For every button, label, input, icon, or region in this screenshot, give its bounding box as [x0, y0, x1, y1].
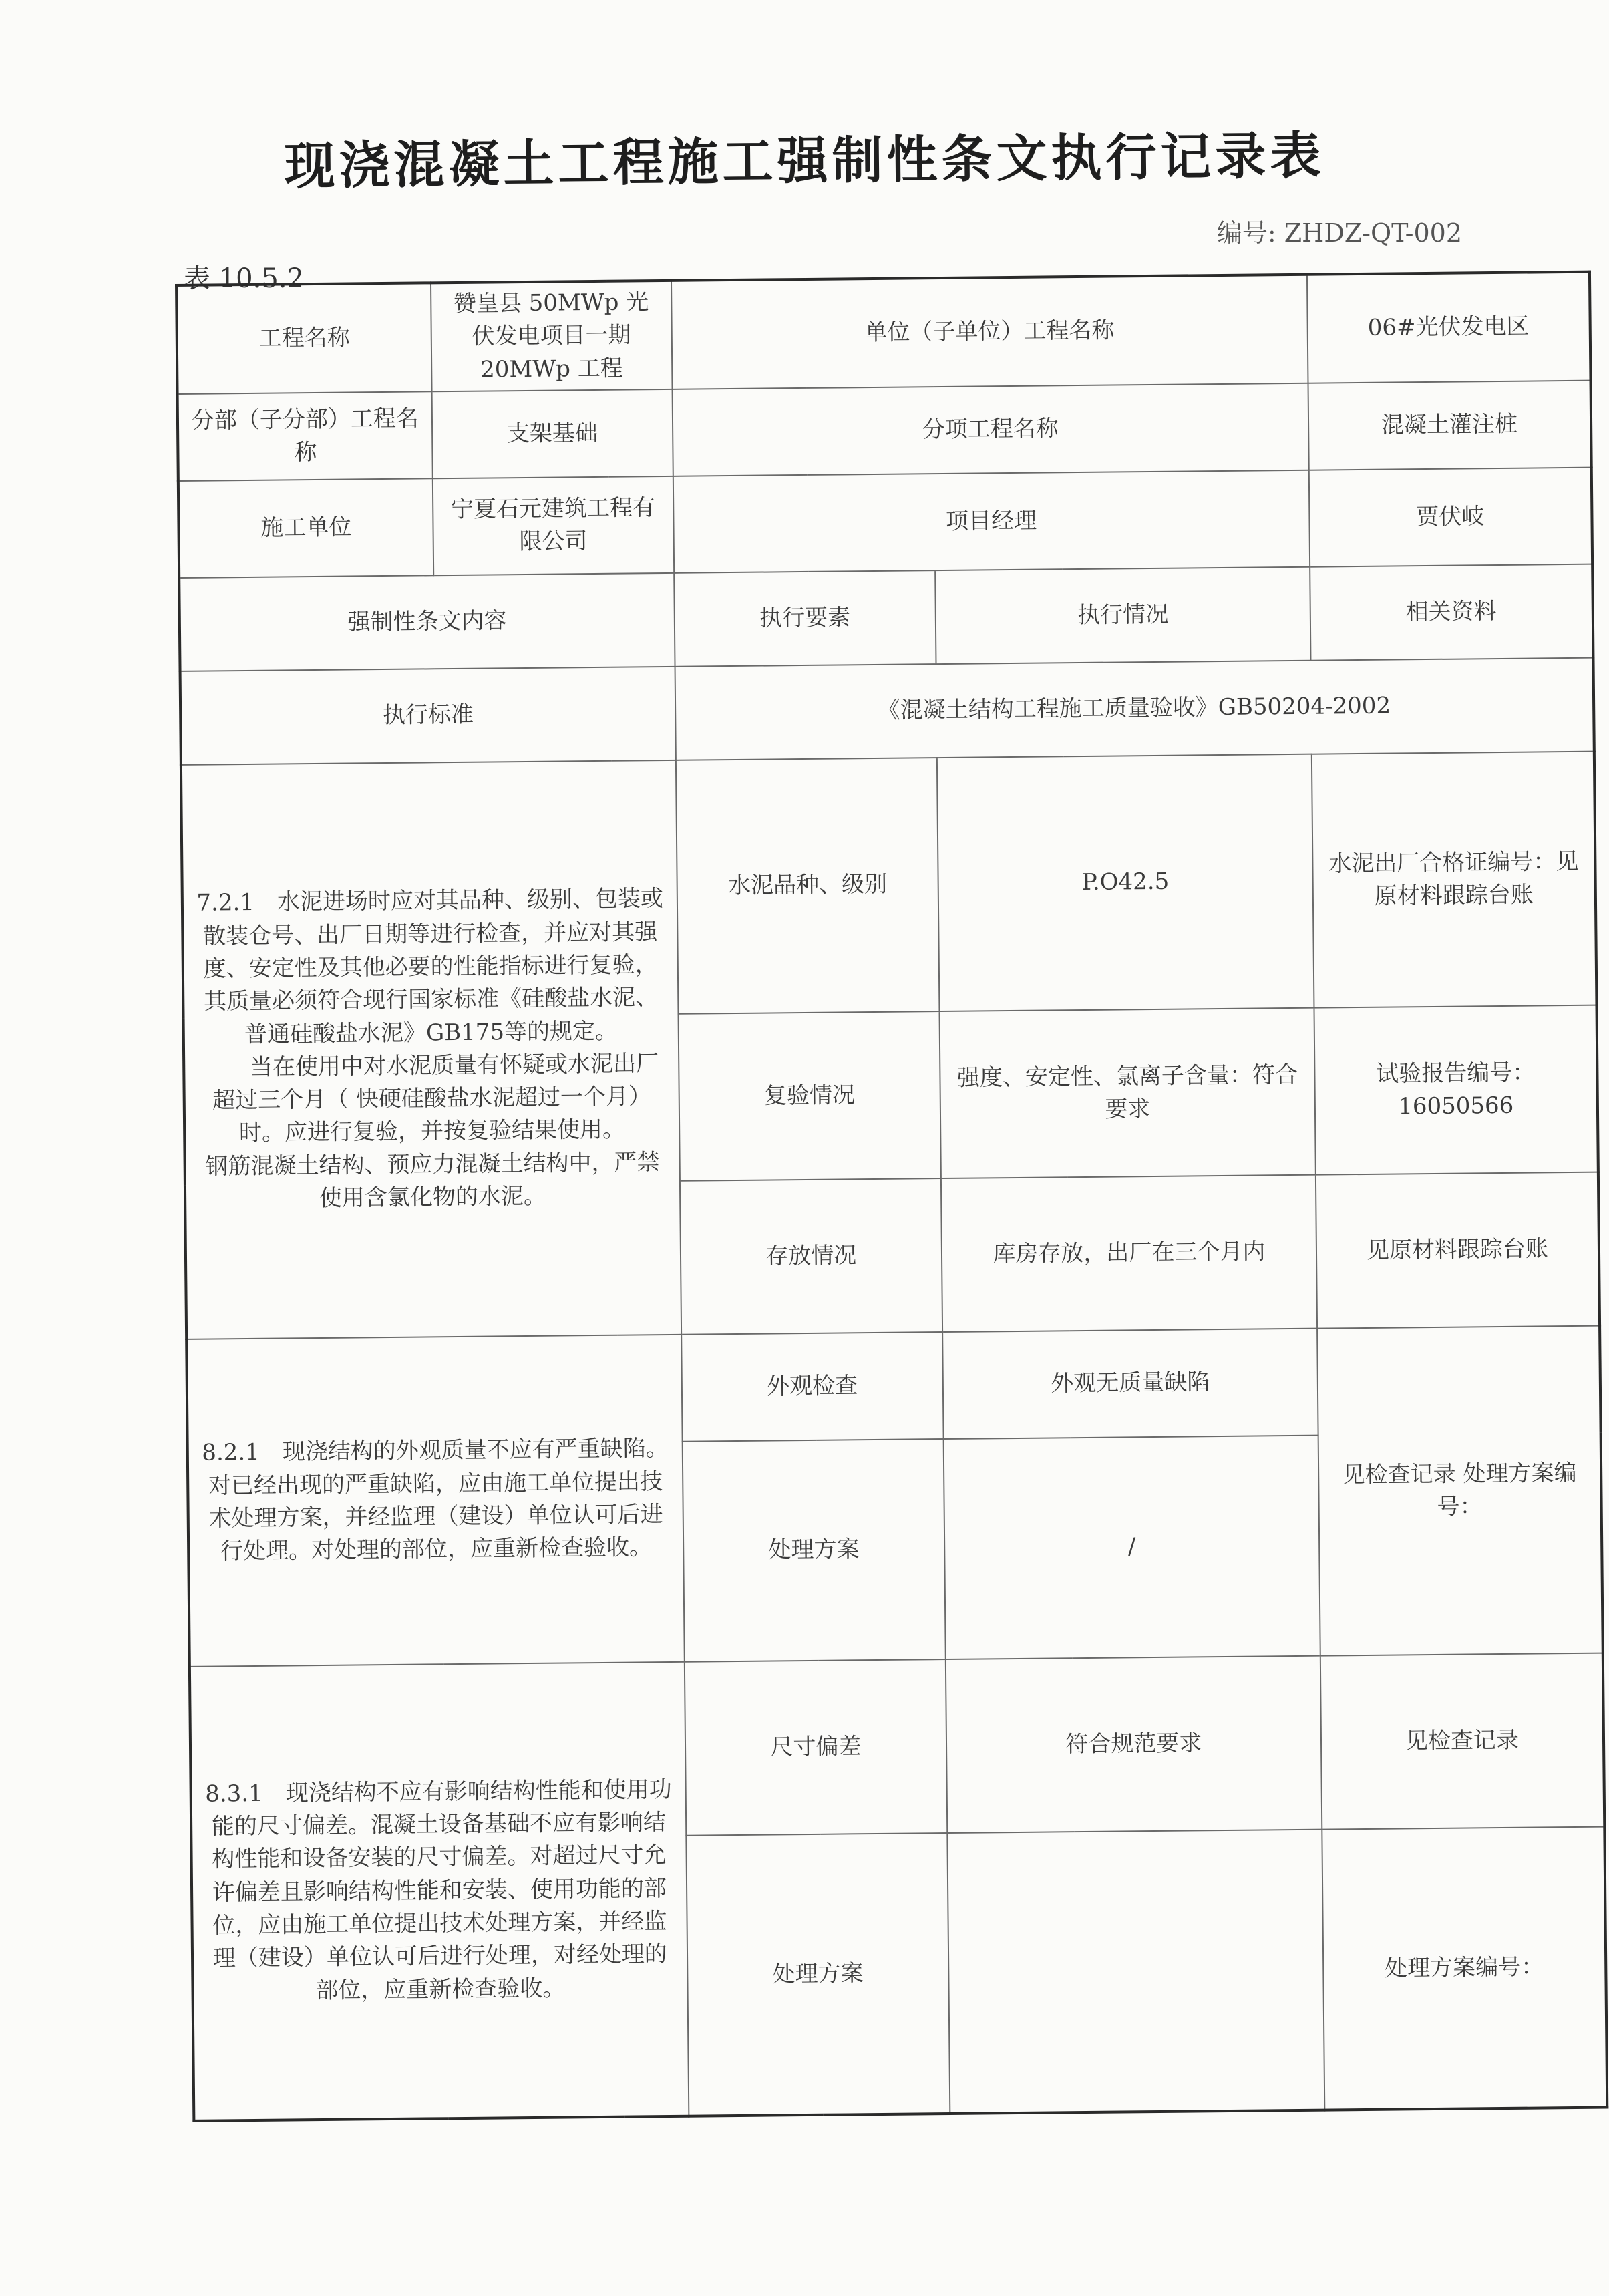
element-cell: 复验情况: [678, 1011, 941, 1181]
clause-paragraph: 8.2.1 现浇结构的外观质量不应有严重缺陷。对已经出现的严重缺陷，应由施工单位提出技术处理方案，并经监理（建设）单位认可后进行处理。对处理的部位，应重新检查验收。: [202, 1435, 669, 1565]
element-cell: 外观检查: [681, 1332, 944, 1442]
status-cell: P.O42.5: [937, 754, 1314, 1011]
project-name-label: 工程名称: [176, 283, 431, 394]
column-docs: 相关资料: [1310, 564, 1594, 661]
standard-row: [180, 658, 1594, 765]
item-value: 混凝土灌注桩: [1308, 381, 1591, 470]
project-name-value: 赞皇县 50MWp 光伏发电项目一期 20MWp 工程: [431, 281, 672, 391]
docs-cell: 试验报告编号：16050566: [1314, 1005, 1598, 1175]
element-cell: 尺寸偏差: [684, 1659, 947, 1836]
status-cell: 库房存放，出厂在三个月内: [941, 1175, 1317, 1332]
project-manager-value: 贾伏岐: [1309, 468, 1593, 567]
docs-cell: 水泥出厂合格证编号：见原材料跟踪台账: [1312, 752, 1597, 1008]
record-form: [175, 271, 1608, 2114]
clause-row: [181, 752, 1597, 1019]
docs-cell: 见检查记录: [1320, 1653, 1605, 1829]
clause-paragraph: 8.3.1 现浇结构不应有影响结构性能和使用功能的尺寸偏差。混凝土设备基础不应有影响结构性能和设备安装的尺寸偏差。对超过尺寸允许偏差且影响结构性能和安装、使用功能的部位，应由施工单位提出技术处理方案，并经监理（建设）单位认可后进行处理，对经处理的部位，应重新检查验收。: [205, 1776, 672, 2004]
clause-row: [190, 1653, 1604, 1840]
column-status: 执行情况: [935, 567, 1310, 664]
status-cell: 外观无质量缺陷: [942, 1329, 1318, 1439]
header-row-project: [176, 272, 1590, 394]
status-cell: /: [944, 1436, 1320, 1659]
form-code-number: 编号: ZHDZ-QT-002: [1216, 218, 1462, 248]
clause-8-2-1-text: [186, 1335, 684, 1667]
clause-7-2-1-text: [181, 760, 681, 1339]
element-cell: 存放情况: [680, 1178, 943, 1335]
contractor-label: 施工单位: [178, 478, 433, 578]
element-cell: 处理方案: [682, 1439, 946, 1662]
contractor-value: 宁夏石元建筑工程有限公司: [433, 476, 674, 575]
column-element: 执行要素: [674, 570, 936, 667]
clause-paragraph: 当在使用中对水泥质量有怀疑或水泥出厂超过三个月（ 快硬硅酸盐水泥超过一个月）时。应进行复验，并按复验结果使用。: [212, 1049, 659, 1147]
status-cell: 强度、安定性、氯离子含量：符合要求: [940, 1008, 1316, 1178]
form-title: 现浇混凝土工程施工强制性条文执行记录表: [284, 125, 1325, 196]
column-header-row: [179, 564, 1593, 671]
division-value: 支架基础: [431, 389, 673, 478]
status-cell: 符合规范要求: [946, 1656, 1322, 1833]
project-manager-label: 项目经理: [673, 470, 1310, 573]
clause-paragraph: 钢筋混凝土结构、预应力混凝土结构中，严禁使用含氯化物的水泥。: [205, 1148, 660, 1212]
unit-project-label: 单位（子单位）工程名称: [671, 275, 1308, 389]
table-number: 表 10.5.2: [184, 263, 304, 294]
standard-value: 《混凝土结构工程施工质量验收》GB50204-2002: [675, 658, 1594, 760]
element-cell: 处理方案: [686, 1833, 950, 2116]
item-label: 分项工程名称: [672, 383, 1308, 476]
docs-cell: 见原材料跟踪台账: [1316, 1172, 1600, 1328]
column-content: 强制性条文内容: [179, 573, 675, 671]
docs-cell: 见检查记录 处理方案编号：: [1317, 1325, 1603, 1655]
element-cell: 水泥品种、级别: [675, 758, 939, 1014]
docs-cell: 处理方案编号：: [1322, 1826, 1607, 2110]
clause-row: [186, 1325, 1600, 1446]
header-row-division: [178, 381, 1592, 481]
clause-8-3-1-text: [190, 1662, 689, 2121]
unit-project-value: 06#光伏发电区: [1307, 272, 1591, 383]
clause-paragraph: 7.2.1 水泥进场时应对其品种、级别、包装或散装仓号、出厂日期等进行检查，并应对其强度、安定性及其他必要的性能指标进行复验，其质量必须符合现行国家标准《硅酸盐水泥、普通硅酸盐水泥》GB175等的规定。: [196, 885, 664, 1048]
record-table: [175, 271, 1608, 2122]
standard-label: 执行标准: [180, 667, 676, 765]
status-cell: [947, 1830, 1324, 2114]
header-row-contractor: [178, 468, 1592, 578]
division-label: 分部（子分部）工程名称: [178, 391, 433, 481]
